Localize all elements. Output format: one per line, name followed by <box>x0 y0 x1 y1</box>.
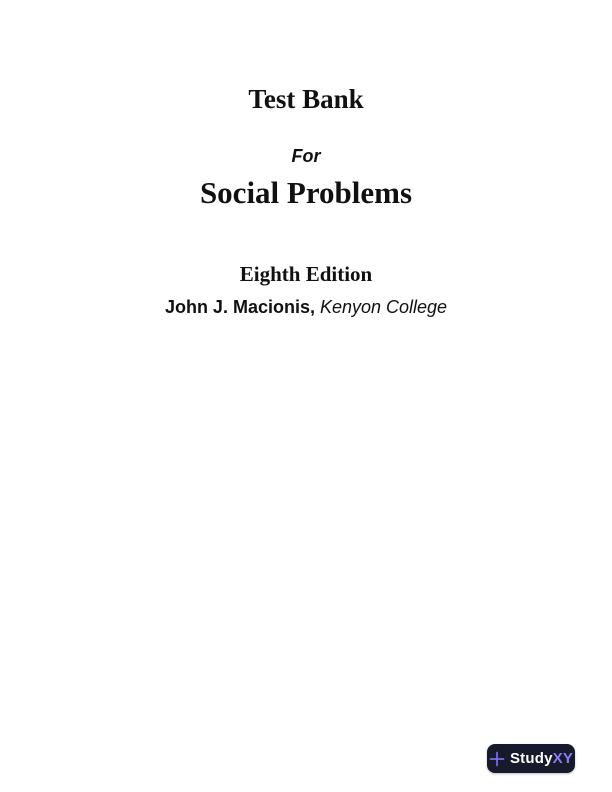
document-title: Test Bank <box>248 84 364 114</box>
edition-label: Eighth Edition <box>239 262 373 286</box>
author-affiliation: Kenyon College <box>314 297 448 317</box>
author-line <box>0 298 612 316</box>
plus-icon <box>489 751 505 767</box>
brand-name-primary: Study <box>509 750 553 767</box>
subject-title: Social Problems <box>199 175 413 210</box>
for-label: For <box>291 146 321 166</box>
author-name: John J. Macionis, <box>164 297 315 317</box>
brand-name <box>510 750 573 767</box>
studyxy-logo-badge <box>487 744 575 773</box>
brand-name-accent: XY <box>552 750 574 767</box>
